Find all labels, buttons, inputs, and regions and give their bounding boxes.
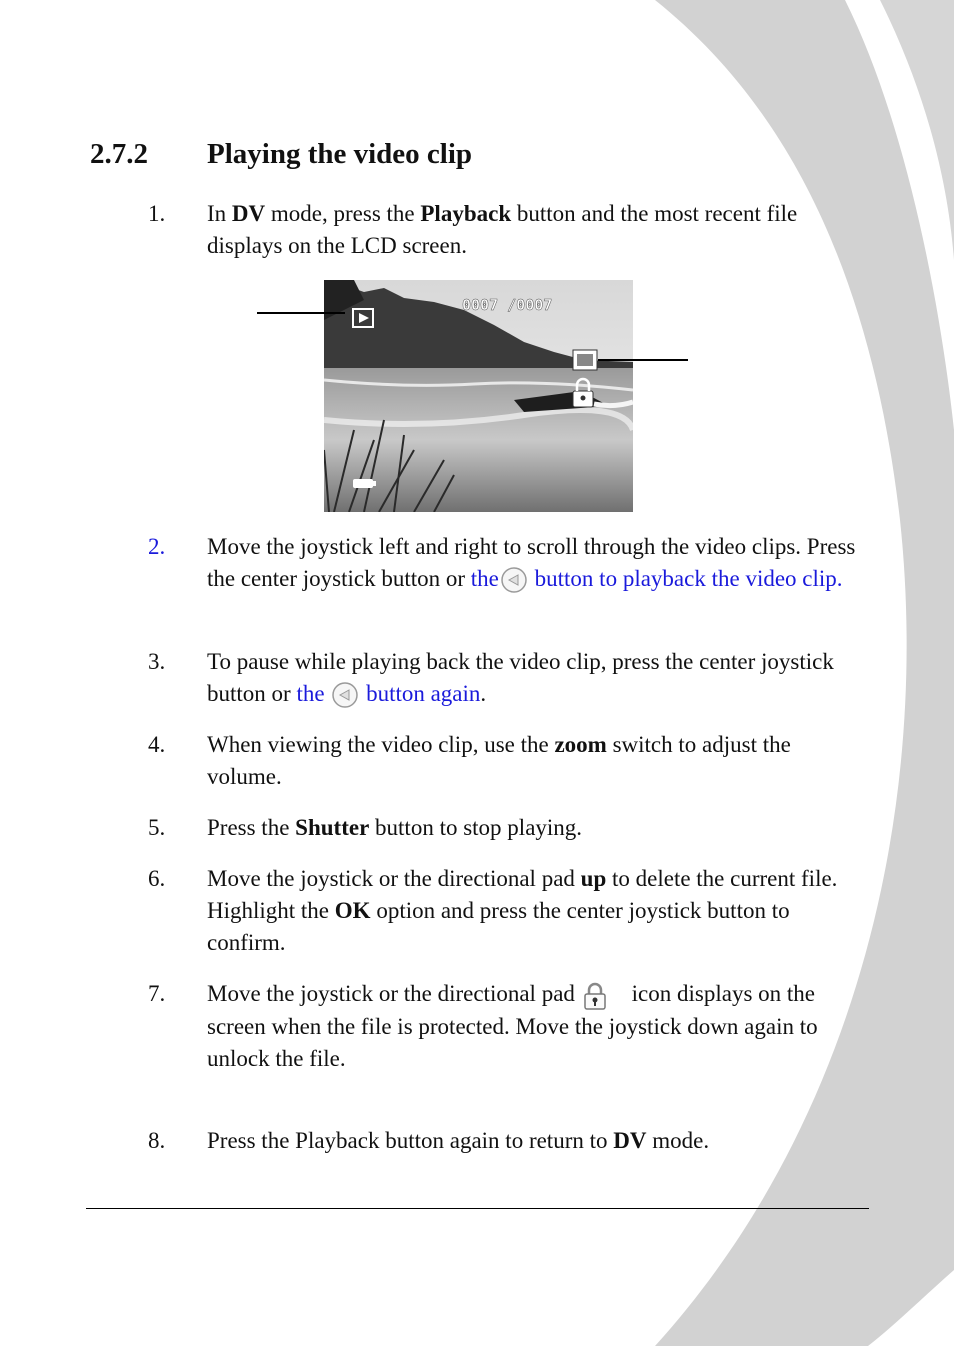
step-text: mode. — [646, 1128, 710, 1153]
bold-term: zoom — [554, 732, 607, 757]
bold-term: DV — [231, 201, 266, 226]
step-text: option and press the center joystick button to confirm. — [207, 898, 790, 955]
section-heading — [90, 138, 472, 171]
playback-button-icon — [499, 567, 529, 595]
bold-term: OK — [334, 898, 371, 923]
callout-line-play-icon — [257, 312, 345, 314]
step-text: To pause while playing back the video clip, press the center joystick button or — [207, 649, 834, 706]
bold-term: up — [580, 866, 607, 891]
step-number: 8. — [148, 1128, 166, 1153]
step-text: Press the — [207, 815, 296, 840]
step-text: . — [480, 681, 487, 706]
section-title: Playing the video clip — [207, 138, 473, 170]
step-text: mode, press the — [265, 201, 421, 226]
step-text: Press the Playback button again to return to — [207, 1128, 614, 1153]
footer-rule — [86, 1208, 869, 1209]
video-clip-icon — [573, 350, 597, 370]
step-text: button and the most recent file displays on the LCD screen. — [207, 201, 798, 258]
step-text: When viewing the video clip, use the — [207, 732, 555, 757]
step-text: button to stop playing. — [369, 815, 583, 840]
step-text: Move the joystick or the directional pad — [207, 981, 581, 1006]
step-text-link: the — [296, 681, 325, 706]
step-text-link: button to playback the video clip. — [528, 566, 843, 591]
step-number: 2. — [148, 534, 166, 559]
step-text: icon displays on the screen when the file is protected. Move the joystick down again to unlock the file. — [207, 981, 818, 1071]
lock-icon — [581, 981, 609, 1011]
callout-line-video-icon — [598, 359, 688, 361]
playback-button-icon — [330, 682, 360, 710]
step-text: to delete the current file. Highlight the — [207, 866, 838, 923]
file-counter: 0007 /0007 — [462, 296, 553, 314]
bold-term: Playback — [420, 201, 512, 226]
battery-icon — [353, 479, 376, 488]
bold-term: DV — [613, 1128, 647, 1153]
step-text: Move the joystick left and right to scroll through the video clips. Press the center joystick button or — [207, 534, 856, 591]
step-number: 3. — [148, 649, 166, 674]
step-number: 7. — [148, 981, 166, 1006]
step-number: 6. — [148, 866, 166, 891]
lcd-screenshot — [324, 280, 633, 512]
step-text: switch to adjust the volume. — [207, 732, 791, 789]
step-number: 5. — [148, 815, 166, 840]
step-number: 4. — [148, 732, 166, 757]
step-text-link: button again — [360, 681, 481, 706]
step-text: In — [207, 201, 232, 226]
bold-term: Shutter — [295, 815, 370, 840]
step-number: 1. — [148, 201, 166, 226]
step-text: Move the joystick or the directional pad — [207, 866, 581, 891]
section-number: 2.7.2 — [90, 138, 148, 170]
step-text-link: the — [470, 566, 499, 591]
